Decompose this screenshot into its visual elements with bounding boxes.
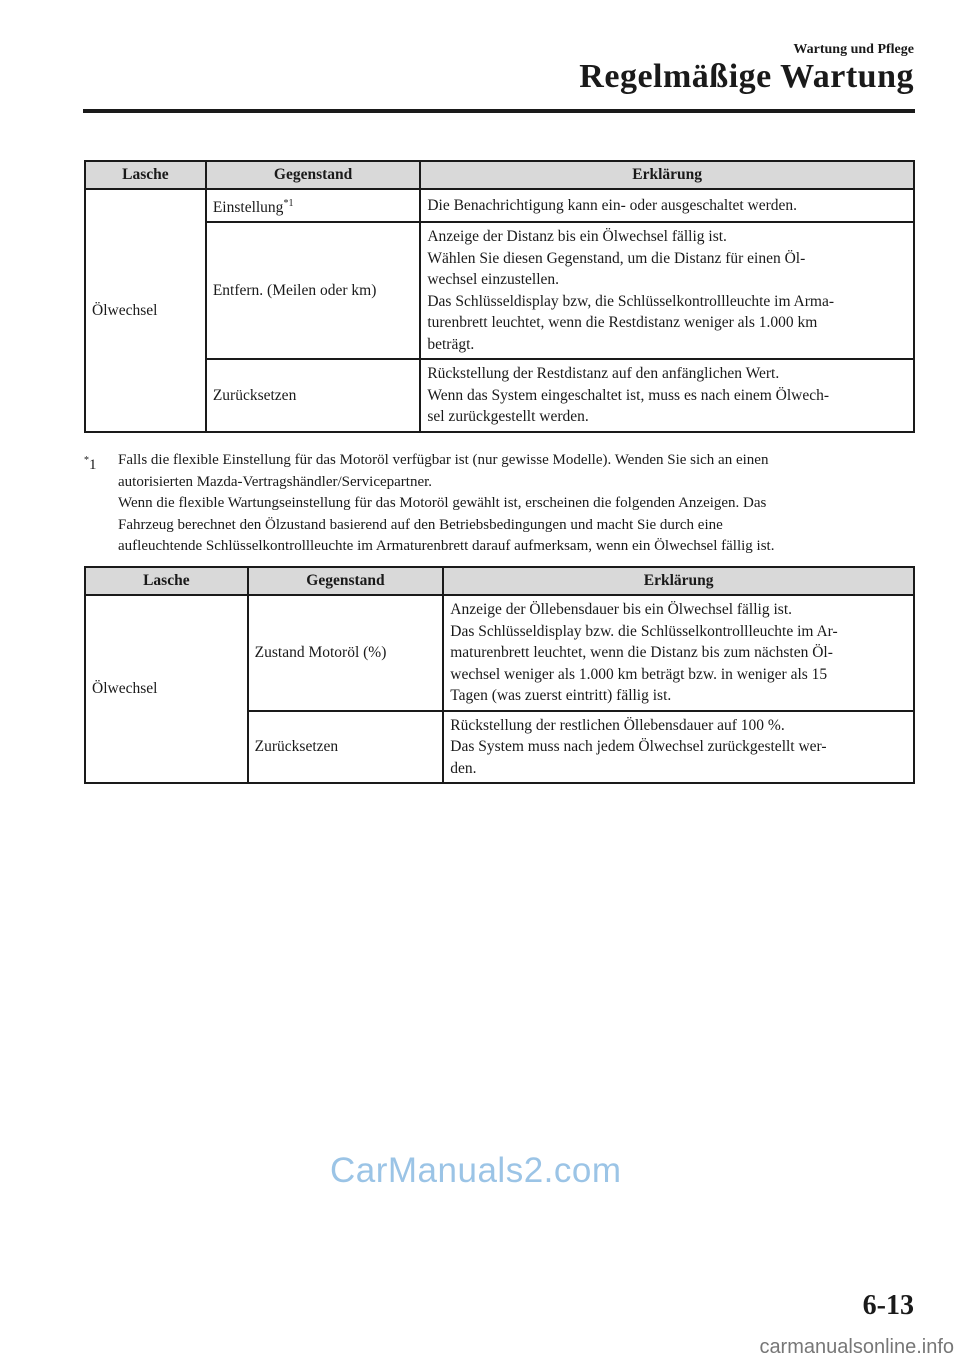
col-header-item: Gegenstand bbox=[248, 567, 444, 595]
col-header-tab: Lasche bbox=[85, 161, 206, 189]
explanation-cell bbox=[420, 222, 914, 359]
explanation-line: beträgt. bbox=[427, 335, 475, 353]
oil-change-table-standard bbox=[84, 160, 915, 433]
table-row bbox=[85, 359, 914, 432]
explanation-line: Rückstellung der restlichen Öllebensdauer auf 100 %. bbox=[450, 716, 785, 734]
explanation-line: maturenbrett leuchtet, wenn die Distanz bis zum nächsten Öl- bbox=[450, 644, 833, 661]
section-title: Wartung und Pflege bbox=[793, 42, 914, 57]
explanation-line: Das Schlüsseldisplay bzw, die Schlüsselkontrollleuchte im Arma- bbox=[427, 292, 835, 310]
table-row bbox=[85, 222, 914, 359]
item-cell: Zurücksetzen bbox=[248, 711, 444, 784]
col-header-item: Gegenstand bbox=[206, 161, 421, 189]
oil-change-table-flexible bbox=[84, 566, 915, 784]
explanation-line: Anzeige der Distanz bis ein Ölwechsel fällig ist. bbox=[427, 228, 727, 245]
watermark-logo: CarManuals2.com bbox=[330, 1151, 622, 1190]
tab-cell: Ölwechsel bbox=[85, 595, 248, 783]
footnote-body bbox=[118, 450, 914, 558]
page-number: 6-13 bbox=[862, 1290, 914, 1321]
table-header-row bbox=[85, 161, 914, 189]
explanation-line: Anzeige der Öllebensdauer bis ein Ölwechsel fällig ist. bbox=[450, 601, 792, 618]
item-cell: Zustand Motoröl (%) bbox=[248, 595, 444, 711]
footnote-marker bbox=[84, 450, 97, 477]
explanation-line: wechsel weniger als 1.000 km beträgt bzw. in weniger als 15 bbox=[450, 665, 828, 683]
col-header-explanation: Erklärung bbox=[443, 567, 914, 595]
table-row bbox=[85, 595, 914, 711]
explanation-cell bbox=[420, 189, 914, 222]
explanation-line: wechsel einzustellen. bbox=[427, 271, 560, 288]
explanation-line: Rückstellung der Restdistanz auf den anfänglichen Wert. bbox=[427, 365, 780, 382]
explanation-line: turenbrett leuchtet, wenn die Restdistanz weniger als 1.000 km bbox=[427, 314, 818, 331]
explanation-line: den. bbox=[450, 759, 477, 777]
explanation-line: Das System muss nach jedem Ölwechsel zurückgestellt wer- bbox=[450, 738, 827, 755]
table-header-row bbox=[85, 567, 914, 595]
item-cell: Zurücksetzen bbox=[206, 359, 421, 432]
item-cell: Entfern. (Meilen oder km) bbox=[206, 222, 421, 359]
footnote-number: 1 bbox=[89, 457, 97, 473]
footnote-line: Wenn die flexible Wartungseinstellung für das Motoröl gewählt ist, erscheinen die folgenden Anzeigen. Das bbox=[118, 495, 767, 511]
item-cell bbox=[206, 189, 421, 222]
explanation-line: Wenn das System eingeschaltet ist, muss es nach einem Ölwech- bbox=[427, 386, 829, 404]
tab-cell: Ölwechsel bbox=[85, 189, 206, 432]
item-label: Einstellung bbox=[212, 198, 284, 216]
explanation-line: Tagen (was zuerst eintritt) fällig ist. bbox=[450, 687, 672, 704]
footnote-line: Falls die flexible Einstellung für das Motoröl verfügbar ist (nur gewisse Modelle). Wenden Sie sich an einen bbox=[118, 452, 769, 468]
footnote-reference: *1 bbox=[283, 197, 294, 209]
header-rule bbox=[83, 109, 915, 113]
explanation-cell bbox=[420, 359, 914, 432]
col-header-tab: Lasche bbox=[85, 567, 248, 595]
explanation-line: Das Schlüsseldisplay bzw. die Schlüsselkontrollleuchte im Ar- bbox=[450, 622, 838, 640]
explanation-line: Wählen Sie diesen Gegenstand, um die Distanz für einen Öl- bbox=[427, 249, 806, 267]
footnote-line: autorisierten Mazda-Vertragshändler/Servicepartner. bbox=[118, 473, 433, 490]
table-row bbox=[85, 189, 914, 222]
footnote bbox=[84, 450, 914, 558]
footer-site-link[interactable]: carmanualsonline.info bbox=[759, 1336, 954, 1358]
explanation-line: sel zurückgestellt werden. bbox=[427, 408, 589, 425]
explanation-cell bbox=[443, 711, 914, 784]
footnote-line: Fahrzeug berechnet den Ölzustand basierend auf den Betriebsbedingungen und macht Sie durch eine bbox=[118, 516, 723, 533]
col-header-explanation: Erklärung bbox=[420, 161, 914, 189]
explanation-line: Die Benachrichtigung kann ein- oder ausgeschaltet werden. bbox=[427, 196, 798, 214]
footnote-asterisk: * bbox=[84, 455, 89, 466]
chapter-title: Regelmäßige Wartung bbox=[579, 58, 914, 95]
explanation-cell bbox=[443, 595, 914, 711]
footnote-line: aufleuchtende Schlüsselkontrollleuchte im Armaturenbrett darauf aufmerksam, wenn ein Ölwechsel fällig ist. bbox=[118, 538, 775, 554]
